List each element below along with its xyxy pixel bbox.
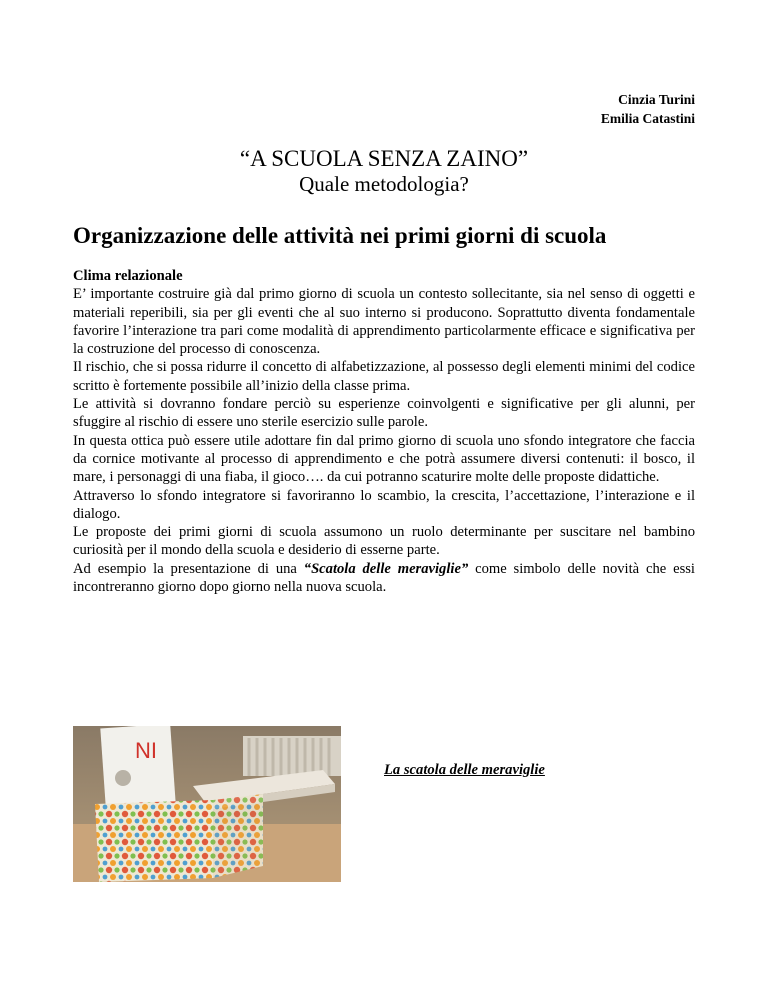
paragraph: E’ importante costruire già dal primo giorno di scuola un contesto sollecitante, sia nel senso di oggetti e materiali reperibili, sia per gli eventi che al suo interno si producono. Soprattutto diventa fondamentale favorire l’interazione tra pari come modalità di apprendimento particolarmente efficace e significativa per la costruzione del processo di conoscenza. (73, 286, 695, 358)
document-title: “A SCUOLA SENZA ZAINO” (239, 146, 529, 171)
paragraph: Il rischio, che si possa ridurre il concetto di alfabetizzazione, al possesso degli elementi minimi del codice scritto è fortemente possibile all’inizio della classe prima. (73, 359, 695, 394)
box-photo (73, 726, 341, 882)
author-name: Emilia Catastini (600, 111, 695, 126)
photo-caption: La scatola delle meraviglie (384, 762, 545, 778)
paragraph: Attraverso lo sfondo integratore si favoriranno lo scambio, la crescita, l’accettazione, l’interazione e il dialogo. (73, 487, 695, 522)
photo-sign-text: NI (135, 738, 157, 763)
paragraph: In questa ottica può essere utile adottare fin dal primo giorno di scuola uno sfondo integratore che faccia da cornice motivante al processo di apprendimento e che potrà assumere diversi contenuti: il bosco, il mare, i personaggi di una fiaba, il gioco…. da cui potranno scaturire molte delle proposte didattiche. (73, 432, 695, 486)
author-name: Cinzia Turini (618, 92, 695, 107)
subsection-title: Clima relazionale (73, 268, 183, 284)
text-run: come simbolo delle novità che essi incontreranno giorno dopo giorno nella nuova scuola. (73, 560, 695, 596)
paragraph-last (73, 560, 695, 597)
box-photo-illustration (73, 726, 341, 882)
document-subtitle: Quale metodologia? (299, 172, 469, 196)
paragraph: Le attività si dovranno fondare perciò su esperienze coinvolgenti e significative per gli alunni, per sfuggire al rischio di essere uno sterile esercizio sulle parole. (73, 396, 695, 431)
text-run: Ad esempio la presentazione di una (73, 560, 304, 577)
authors-block (601, 90, 695, 128)
section-heading: Organizzazione delle attività nei primi giorni di scuola (73, 223, 607, 248)
body-text (73, 267, 695, 596)
paragraph: Le proposte dei primi giorni di scuola assumono un ruolo determinante per suscitare nel bambino curiosità per il mondo della scuola e desiderio di esserne parte. (73, 524, 695, 559)
emphasis-text: “Scatola delle meraviglie” (303, 560, 469, 577)
